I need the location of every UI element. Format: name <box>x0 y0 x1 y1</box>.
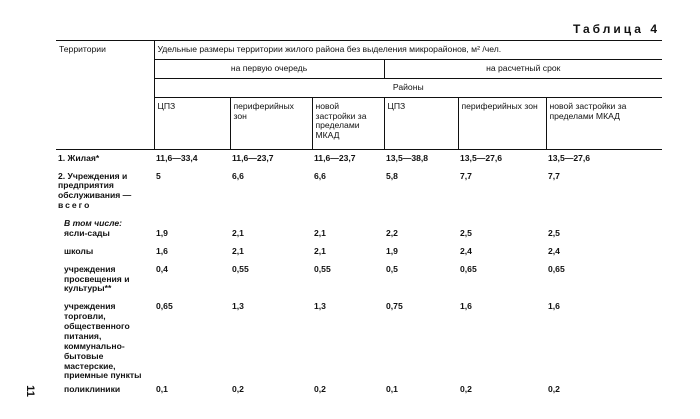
col-cpz-1: ЦПЗ <box>154 97 230 149</box>
cell-value: 2,1 <box>232 227 244 238</box>
cell-value: 2,4 <box>548 245 560 256</box>
col-cpz-2: ЦПЗ <box>384 97 458 149</box>
cell-value: 13,5—38,8 <box>386 152 429 163</box>
row-label <box>56 215 154 243</box>
header-first-stage: на первую очередь <box>154 59 384 78</box>
col-peripheral-1: периферийных зон <box>230 97 312 149</box>
cell-value: 1,9 <box>386 245 398 256</box>
row-label: учреждения просвещения и культуры** <box>64 263 130 294</box>
cell-value: 11,6—23,7 <box>314 152 356 163</box>
row-label: 1. Жилая* <box>58 152 100 163</box>
cell-value: 0,2 <box>232 384 244 395</box>
cell-value: 2,1 <box>314 227 326 238</box>
cell-value: 1,9 <box>156 227 168 238</box>
header-row-1 <box>56 41 662 60</box>
table-row <box>56 261 662 299</box>
cell-value: 0,65 <box>156 301 173 312</box>
table-row <box>56 149 662 167</box>
cell-value: 6,6 <box>314 170 326 181</box>
cell-value: 0,2 <box>460 384 472 395</box>
cell-value: 13,5—27,6 <box>460 152 503 163</box>
cell-value: 2,5 <box>548 227 560 238</box>
table-row <box>56 385 662 399</box>
row-label-text: ясли-сады <box>64 227 110 238</box>
cell-value: 6,6 <box>232 170 244 181</box>
cell-value: 0,1 <box>156 384 168 395</box>
row-label: поликлиники <box>64 384 121 395</box>
cell-value: 1,3 <box>232 301 244 312</box>
cell-value: 0,1 <box>386 384 398 395</box>
cell-value: 11,6—33,4 <box>156 152 198 163</box>
col-new-mkad-1: новой застройки за пределами МКАД <box>312 97 384 149</box>
cell-value: 0,55 <box>232 263 249 274</box>
col-peripheral-2: периферийных зон <box>458 97 546 149</box>
header-territory: Территории <box>56 41 154 150</box>
cell-value: 1,6 <box>460 301 472 312</box>
row-label: школы <box>64 245 94 256</box>
cell-value: 2,5 <box>460 227 472 238</box>
cell-value: 1,6 <box>156 245 168 256</box>
row-label: учреждения торговли, общественного питания, коммунально-бытовые мастерские, приемные пункты <box>64 301 142 381</box>
cell-value: 0,75 <box>386 301 403 312</box>
cell-value: 0,55 <box>314 263 331 274</box>
table-row <box>56 243 662 261</box>
col-new-mkad-2: новой застройки за пределами МКАД <box>546 97 662 149</box>
cell-value: 1,6 <box>548 301 560 312</box>
cell-value: 11,6—23,7 <box>232 152 274 163</box>
header-main: Удельные размеры территории жилого района без выделения микрорайонов, м² /чел. <box>154 41 662 60</box>
table-row <box>56 168 662 216</box>
cell-value: 2,2 <box>386 227 398 238</box>
table-row <box>56 215 662 243</box>
cell-value: 0,2 <box>314 384 326 395</box>
cell-value: 5 <box>156 170 161 181</box>
cell-value: 1,3 <box>314 301 326 312</box>
row-label <box>56 168 154 216</box>
table-title: Таблица 4 <box>572 22 660 36</box>
cell-value: 0,65 <box>548 263 565 274</box>
cell-value: 0,4 <box>156 263 168 274</box>
cell-value: 13,5—27,6 <box>548 152 591 163</box>
page-number: 11 <box>23 385 36 397</box>
cell-value: 5,8 <box>386 170 398 181</box>
header-estimated: на расчетный срок <box>384 59 662 78</box>
cell-value: 7,7 <box>460 170 472 181</box>
cell-value: 0,2 <box>548 384 560 395</box>
cell-value: 2,4 <box>460 245 472 256</box>
table-row <box>56 298 662 385</box>
subhead-including: В том числе: <box>64 218 123 228</box>
norms-table <box>56 40 662 399</box>
row-label-total: всего <box>58 200 92 211</box>
cell-value: 2,1 <box>314 245 326 256</box>
cell-value: 2,1 <box>232 245 244 256</box>
cell-value: 7,7 <box>548 170 560 181</box>
row-label-main: 2. Учреждения и предприятия обслуживания — <box>58 170 132 201</box>
header-districts: Районы <box>154 78 662 97</box>
cell-value: 0,65 <box>460 263 477 274</box>
cell-value: 0,5 <box>386 263 398 274</box>
